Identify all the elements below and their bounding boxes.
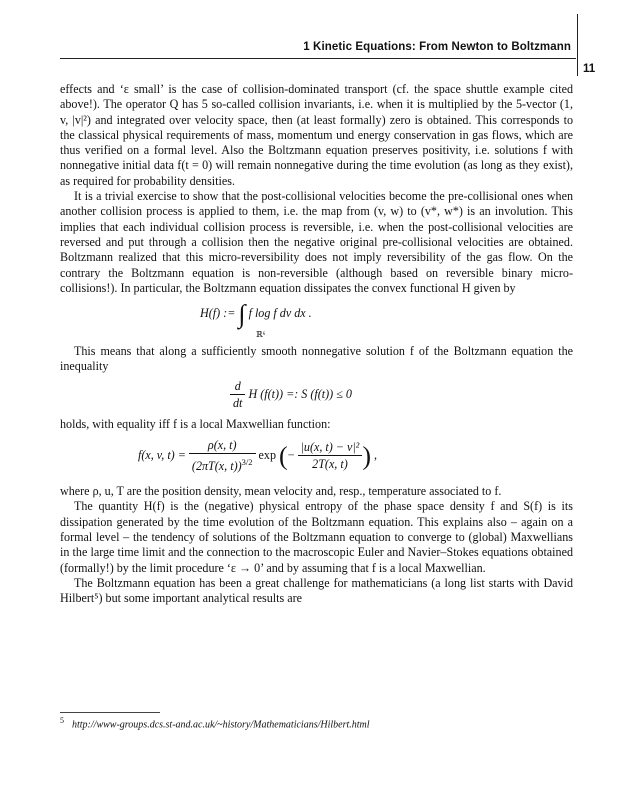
- body-text: [60, 82, 573, 606]
- eq2-body: H (f(t)) =: S (f(t)) ≤ 0: [248, 386, 352, 401]
- paragraph-2: It is a trivial exercise to show that the post-collisional velocities become the pre-collisional ones when another collision process is applied to them, i.e. the map from (v, w) to (v*, w*) is an involution. This implies that each individual collision process is reversible, i.e. when the post-collisional velocities are reversed and put through a collision then the negative original pre-collisional velocities are obtained. Boltzmann realized that this micro-reversibility does not imply reversibility of the gas flow. On the contrary the Boltzmann equation is non-reversible (although based on reversible binary micro-collisions!). In particular, the Boltzmann equation dissipates the convex functional H given by: [60, 189, 573, 295]
- page-number: 11: [583, 63, 596, 75]
- header-vertical-rule: [577, 14, 578, 76]
- equation-local-maxwellian: f(x, v, t) = $\frac{\rho(x, t)}{(2\pi T(x, t))^{3/2}}$ exp (− $\frac{\text{|u(x, t) − v|²}}{2T(x, t)}$ ) ,: [138, 438, 378, 474]
- eq3-inner-numerator: |u(x, t) − v|²: [298, 440, 363, 456]
- eq3-denominator-exponent: 3/2: [241, 457, 253, 468]
- integral-sign: ∫: [238, 299, 246, 329]
- eq3-lhs: f(x, v, t) =: [138, 447, 186, 462]
- header-horizontal-rule: [60, 58, 576, 59]
- eq2-d: d: [230, 379, 245, 395]
- paragraph-3: This means that along a sufficiently smooth nonnegative solution f of the Boltzmann equation the inequality: [60, 344, 573, 374]
- eq3-inner-denominator: 2T(x, t): [312, 457, 348, 472]
- paragraph-6: The quantity H(f) is the (negative) physical entropy of the phase space density f and S(f) is its dissipation generated by the time evolution of the Boltzmann equation. This explains also – again on a formal level – the tendency of solutions of the Boltzmann equation to converge to (global) Maxwellians in the large time limit and the connection to the macroscopic Euler and Navier–Stokes equations obtained (formally!) by the limit procedure ‘ε → 0’ and by assuming that f is a local Maxwellian.: [60, 499, 573, 575]
- eq1-integrand: f log f dv dx .: [248, 306, 312, 321]
- paragraph-4: holds, with equality iff f is a local Maxwellian function:: [60, 416, 331, 431]
- footnote: [60, 716, 370, 730]
- equation-dissipation: [60, 375, 573, 417]
- eq3-tail: ,: [374, 447, 378, 462]
- eq3-denominator: (2πT(x, t)): [191, 459, 242, 474]
- paragraph-5: where ρ, u, T are the position density, mean velocity and, resp., temperature associated to f.: [60, 484, 502, 499]
- eq3-minus: −: [287, 447, 295, 462]
- running-head: 1 Kinetic Equations: From Newton to Boltzmann: [303, 41, 571, 53]
- equation-entropy-functional: [60, 296, 573, 344]
- paragraph-1: effects and ‘ε small’ is the case of collision-dominated transport (cf. the space shuttle example cited above!). The operator Q has 5 so-called collision invariants, i.e. when it is multiplied by the 5-vector (1, v, |v|²) and integrated over velocity space, then (at least formally) zero is obtained. This corresponds to the classical physical requirements of mass, momentum und energy conservation in gas flows, which are thus verified on a formal level. Also the Boltzmann equation preserves positivity, i.e. solutions f with nonnegative initial data f(t = 0) will remain nonnegative during the time evolution (as long as they exist), as required for probability densities.: [60, 82, 573, 188]
- footnote-mark: 5: [60, 716, 64, 725]
- eq3-exp: exp: [258, 447, 277, 462]
- footnote-rule: [60, 712, 160, 713]
- footnote-link[interactable]: http://www-groups.dcs.st-and.ac.uk/~history/Mathematicians/Hilbert.html: [72, 719, 370, 731]
- eq3-numerator: ρ(x, t): [189, 438, 256, 454]
- eq1-lhs: H(f) :=: [200, 306, 236, 321]
- eq2-dt: dt: [233, 395, 243, 410]
- eq1-domain: ℝ⁶: [256, 330, 266, 340]
- paragraph-7: The Boltzmann equation has been a great challenge for mathematicians (a long list starts with David Hilbert⁵) but some important analytical results are: [60, 575, 573, 606]
